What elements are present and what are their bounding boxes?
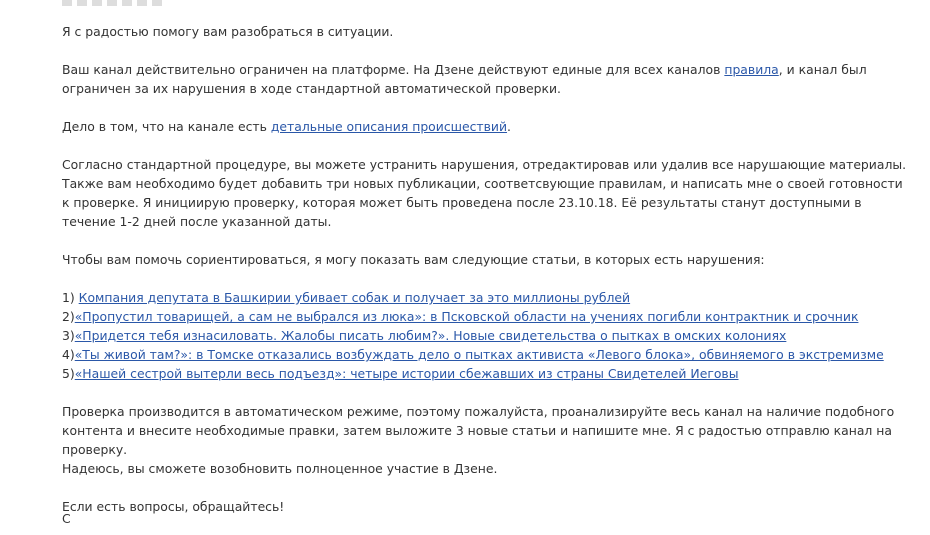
- hope-text: Надеюсь, вы сможете возобновить полноценное участие в Дзене.: [62, 461, 498, 476]
- articles-intro: Чтобы вам помочь сориентироваться, я могу показать вам следующие статьи, в которых есть нарушения:: [62, 252, 765, 267]
- support-letter: [62, 22, 907, 535]
- article-link-4[interactable]: «Ты живой там?»: в Томске отказались возбуждать дело о пытках активиста «Левого блока», обвиняемого в экстремизме: [74, 347, 884, 362]
- check-text: Проверка производится в автоматическом режиме, поэтому пожалуйста, проанализируйте весь канал на наличие подобного контента и внесите необходимые правки, затем выложите 3 новые статьи и напишите мне. Я с радостью отправлю канал на проверку.: [62, 404, 895, 457]
- article-number: 5): [62, 366, 75, 381]
- rules-link[interactable]: правила: [724, 62, 779, 77]
- closing-line: Если есть вопросы, обращайтесь!: [62, 499, 285, 514]
- list-item: [62, 288, 907, 307]
- restriction-paragraph: [62, 60, 907, 98]
- article-number: 3): [62, 328, 75, 343]
- reason-text-end: .: [507, 119, 511, 134]
- cropped-header-remnant: [62, 0, 202, 2]
- restriction-text-end: , и канал был ограничен за их нарушения в ходе стандартной автоматической проверки.: [62, 62, 867, 96]
- violating-articles-list: [62, 288, 907, 383]
- procedure-paragraph: Согласно стандартной процедуре, вы можете устранить нарушения, отредактировав или удалив все нарушающие материалы. Также вам необходимо будет добавить три новых публикации, соответсвующие правилам, и написать мне о своей готовности к проверке. Я инициирую проверку, которая может быть проведена после 23.10.18. Её результаты станут доступными в течение 1-2 дней после указанной даты.: [62, 157, 907, 229]
- article-number: 2): [62, 309, 75, 324]
- check-paragraph: [62, 402, 907, 478]
- list-item: [62, 326, 907, 345]
- restriction-text-start: Ваш канал действительно ограничен на платформе. На Дзене действуют единые для всех каналов: [62, 62, 725, 77]
- article-link-5[interactable]: «Нашей сестрой вытерли весь подъезд»: четыре истории сбежавших из страны Свидетелей Иеговы: [74, 366, 739, 381]
- article-number: 1): [62, 290, 79, 305]
- cut-off-signature: С: [62, 511, 71, 526]
- article-link-1[interactable]: Компания депутата в Башкирии убивает собак и получает за это миллионы рублей: [78, 290, 631, 305]
- list-item: [62, 307, 907, 326]
- greeting: Я с радостью помогу вам разобраться в ситуации.: [62, 24, 394, 39]
- incident-descriptions-link[interactable]: детальные описания происшествий: [270, 119, 508, 134]
- list-item: [62, 364, 907, 383]
- list-item: [62, 345, 907, 364]
- article-link-2[interactable]: «Пропустил товарищей, а сам не выбрался из люка»: в Псковской области на учениях погибли контрактник и срочник: [74, 309, 859, 324]
- reason-text-start: Дело в том, что на канале есть: [62, 119, 271, 134]
- reason-paragraph: [62, 117, 907, 136]
- article-link-3[interactable]: «Придется тебя изнасиловать. Жалобы писать любим?». Новые свидетельства о пытках в омских колониях: [74, 328, 787, 343]
- article-number: 4): [62, 347, 75, 362]
